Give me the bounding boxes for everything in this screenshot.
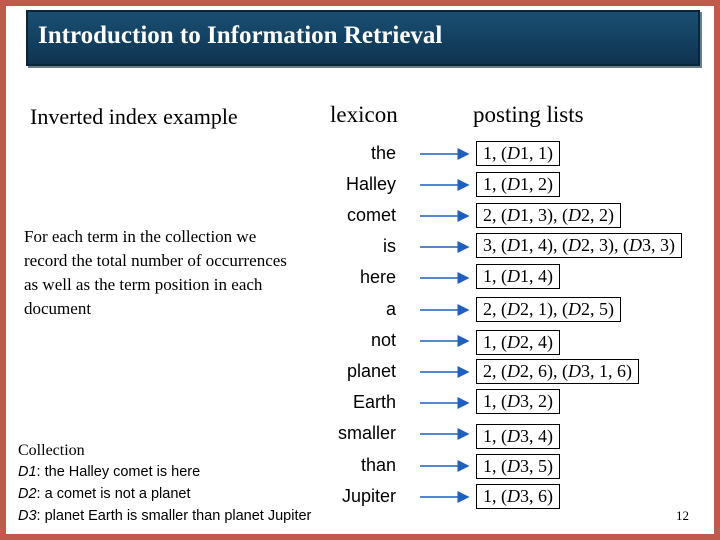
posting-text: 1, ( bbox=[483, 174, 507, 194]
posting-text: 2, 1), ( bbox=[520, 299, 568, 319]
lexicon-term: than bbox=[360, 455, 396, 475]
lexicon-term: Jupiter bbox=[341, 486, 396, 506]
posting-text: 3, 3) bbox=[642, 235, 675, 255]
doc-id: D3 bbox=[18, 508, 37, 524]
page-number: 12 bbox=[676, 508, 689, 523]
document-line bbox=[18, 461, 311, 483]
doc-id: D bbox=[507, 235, 520, 255]
posting-text: 1, ( bbox=[483, 143, 507, 163]
posting-text: 2, 3), ( bbox=[581, 235, 629, 255]
doc-id: D bbox=[568, 235, 581, 255]
doc-id: D bbox=[568, 299, 581, 319]
posting-text: 1, 2) bbox=[520, 174, 553, 194]
posting-text: 1, 1) bbox=[520, 143, 553, 163]
posting-text: 1, ( bbox=[483, 456, 507, 476]
doc-text: : a comet is not a planet bbox=[36, 486, 191, 502]
posting-text: 1, 3), ( bbox=[520, 205, 568, 225]
posting-text: 2, 5) bbox=[581, 299, 614, 319]
posting-text: 3, ( bbox=[483, 235, 507, 255]
doc-id: D bbox=[507, 205, 520, 225]
posting-text: 2, 6), ( bbox=[520, 361, 568, 381]
doc-id: D bbox=[507, 426, 520, 446]
doc-id: D bbox=[507, 361, 520, 381]
posting-text: 1, ( bbox=[483, 426, 507, 446]
doc-id: D bbox=[568, 205, 581, 225]
doc-id: D bbox=[568, 361, 581, 381]
posting-text: 2, ( bbox=[483, 299, 507, 319]
posting-text: 1, ( bbox=[483, 266, 507, 286]
posting-text: 3, 1, 6) bbox=[581, 361, 632, 381]
document-line bbox=[18, 505, 311, 527]
doc-id: D bbox=[507, 143, 520, 163]
posting-text: 1, ( bbox=[483, 332, 507, 352]
posting-text: 1, 4), ( bbox=[520, 235, 568, 255]
document-line bbox=[18, 483, 311, 505]
doc-id: D2 bbox=[18, 486, 37, 502]
doc-id: D bbox=[507, 299, 520, 319]
lexicon-term: planet bbox=[346, 361, 396, 381]
lexicon-term: the bbox=[370, 143, 396, 163]
lexicon-term: smaller bbox=[337, 423, 396, 443]
lexicon-term: Halley bbox=[345, 174, 396, 194]
doc-text: : the Halley comet is here bbox=[36, 464, 201, 480]
description-text: For each term in the collection we record the total number of occurrences as well as the term position in each document bbox=[24, 227, 287, 318]
doc-id: D bbox=[507, 332, 520, 352]
lexicon-term: a bbox=[385, 299, 396, 319]
doc-id: D1 bbox=[18, 464, 37, 480]
doc-id: D bbox=[507, 266, 520, 286]
lexicon-term: not bbox=[370, 330, 396, 350]
slide-subtitle: Inverted index example bbox=[30, 104, 238, 129]
doc-id: D bbox=[507, 486, 520, 506]
lexicon-term: is bbox=[383, 236, 396, 256]
doc-id: D bbox=[629, 235, 642, 255]
postings-heading: posting lists bbox=[473, 102, 584, 127]
posting-text: 1, 4) bbox=[520, 266, 553, 286]
posting-text: 2, 2) bbox=[581, 205, 614, 225]
posting-text: 3, 4) bbox=[520, 426, 553, 446]
lexicon-heading: lexicon bbox=[330, 102, 398, 127]
posting-text: 1, ( bbox=[483, 391, 507, 411]
posting-text: 3, 6) bbox=[520, 486, 553, 506]
doc-id: D bbox=[507, 391, 520, 411]
lexicon-term: here bbox=[359, 267, 396, 287]
posting-text: 2, ( bbox=[483, 205, 507, 225]
posting-text: 2, ( bbox=[483, 361, 507, 381]
posting-text: 1, ( bbox=[483, 486, 507, 506]
lexicon-term: Earth bbox=[352, 392, 396, 412]
collection-heading: Collection bbox=[18, 442, 85, 459]
doc-id: D bbox=[507, 456, 520, 476]
posting-text: 3, 5) bbox=[520, 456, 553, 476]
posting-text: 2, 4) bbox=[520, 332, 553, 352]
doc-id: D bbox=[507, 174, 520, 194]
slide-title: Introduction to Information Retrieval bbox=[38, 22, 443, 49]
lexicon-term: comet bbox=[346, 205, 396, 225]
collection-block bbox=[18, 440, 311, 527]
posting-text: 3, 2) bbox=[520, 391, 553, 411]
doc-text: : planet Earth is smaller than planet Jupiter bbox=[36, 508, 312, 524]
